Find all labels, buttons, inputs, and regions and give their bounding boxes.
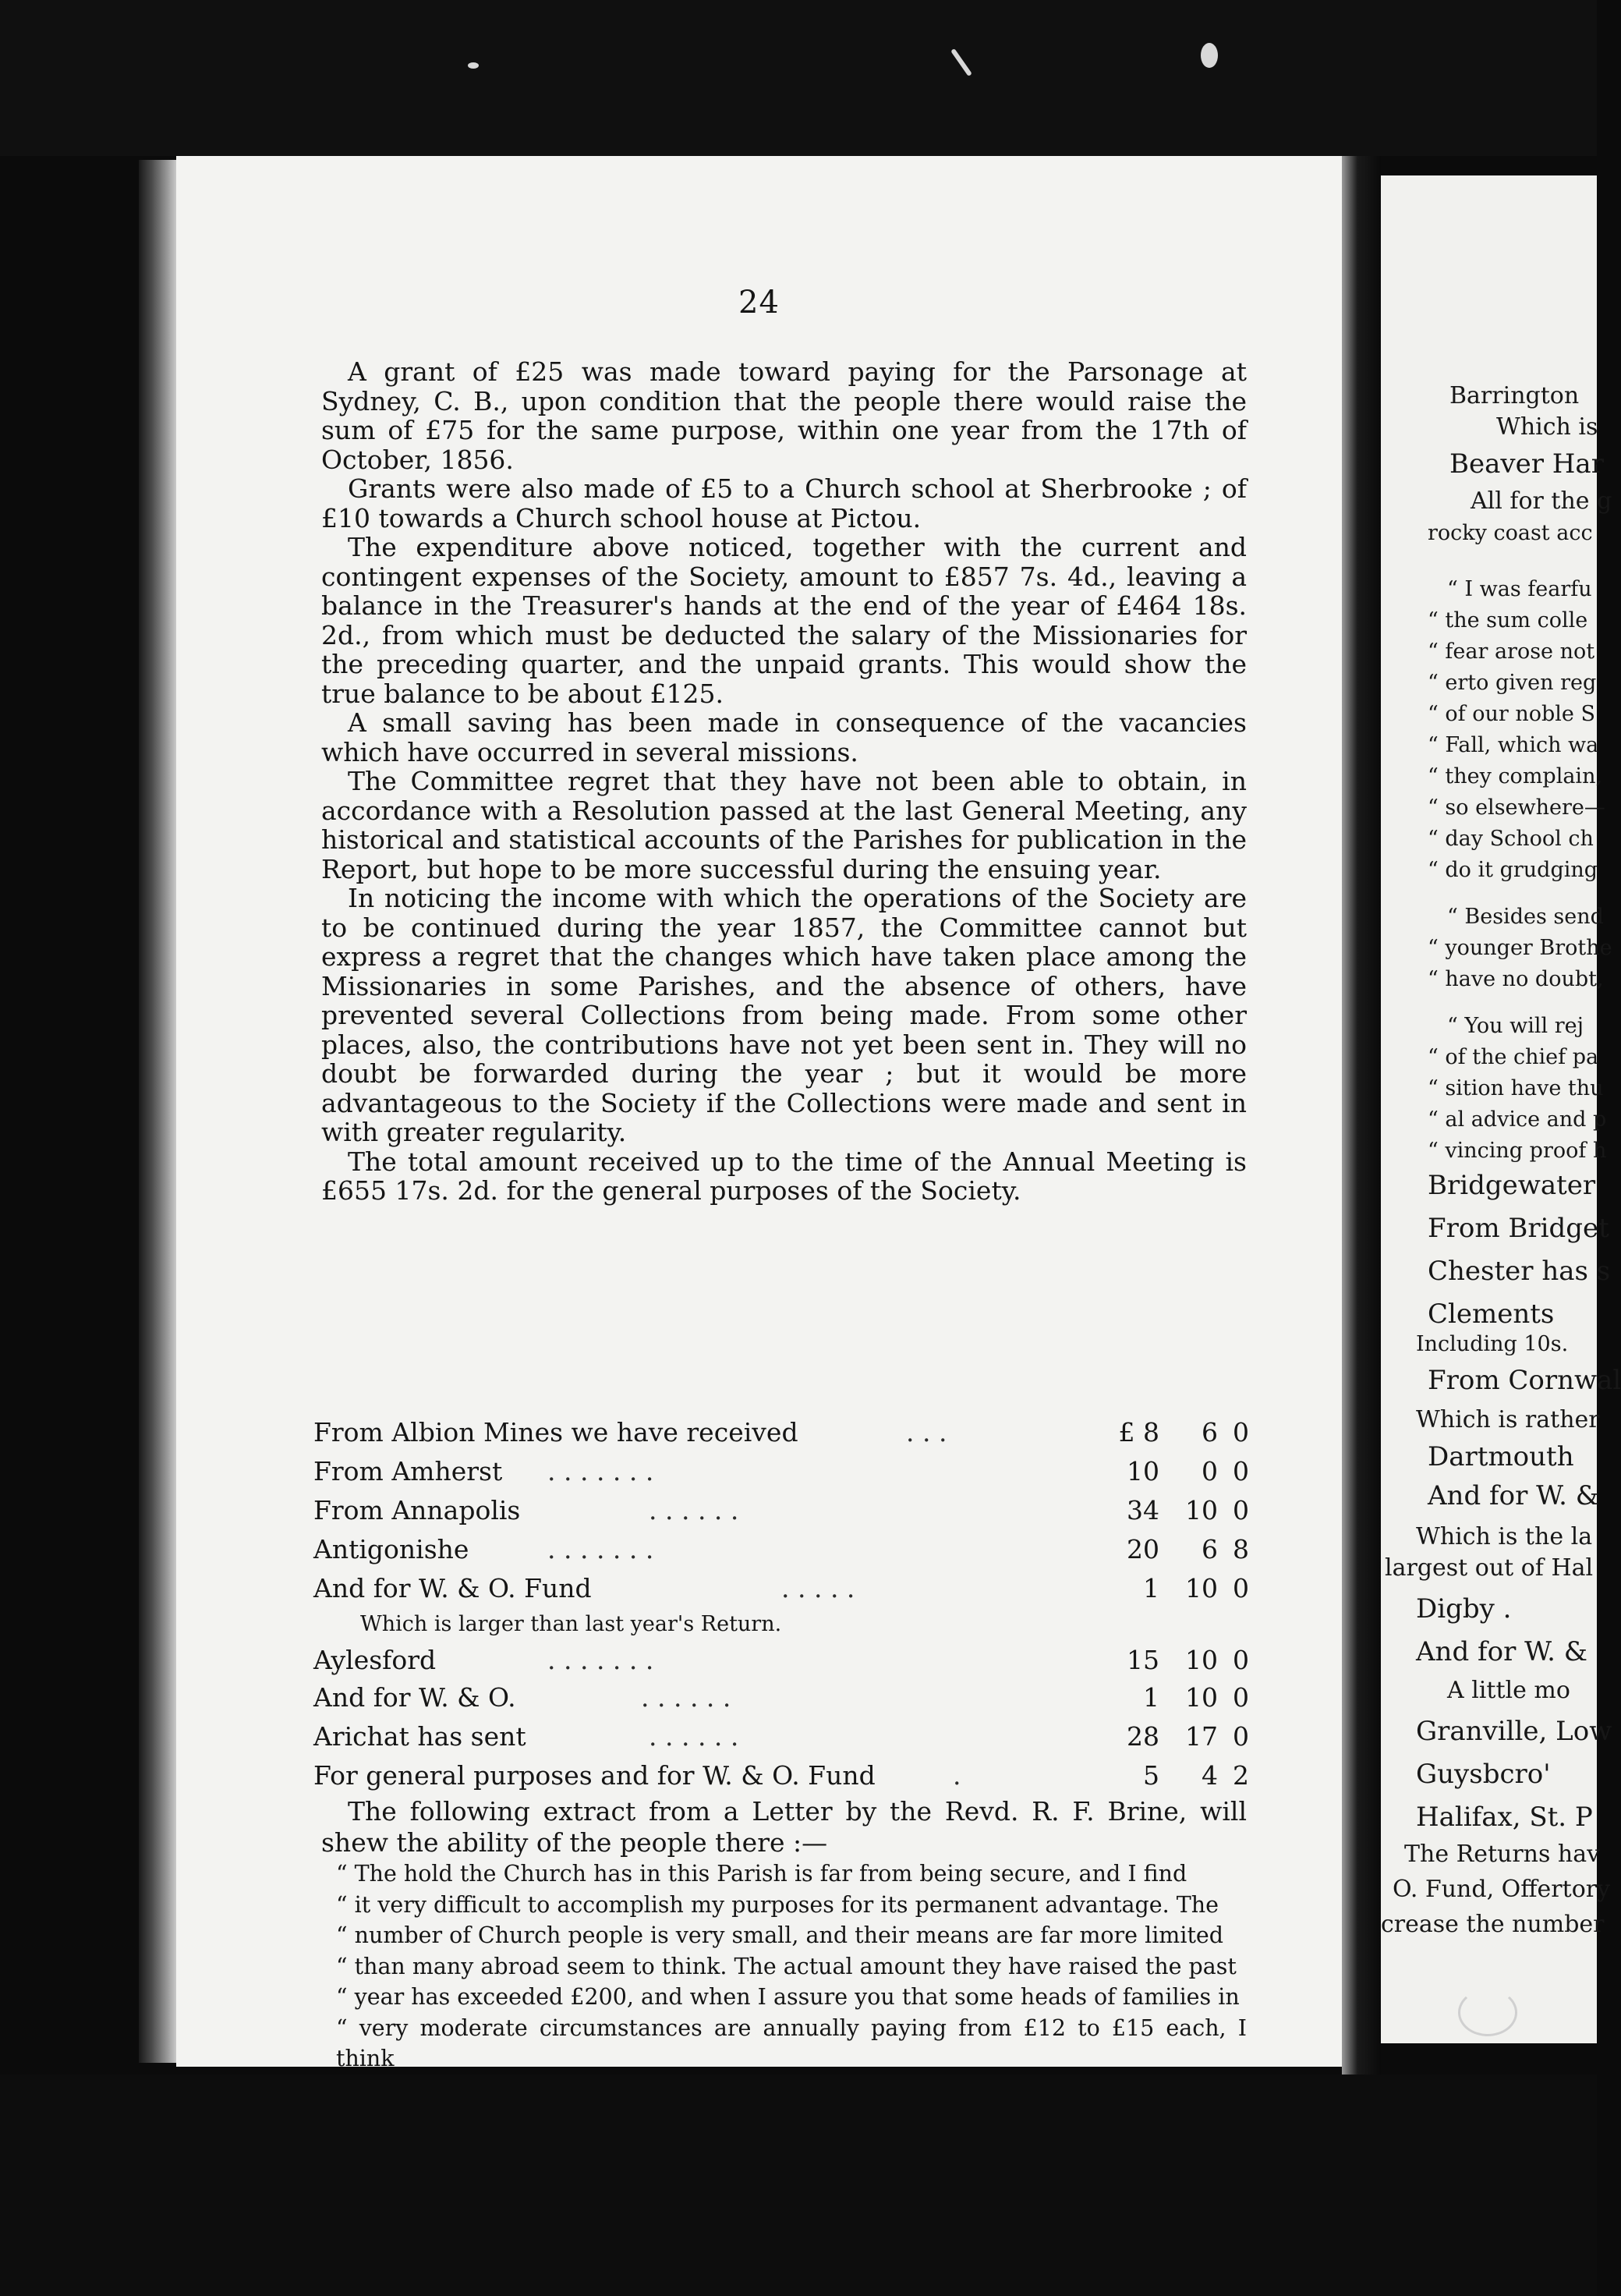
ledger-row: [313, 1645, 1249, 1682]
facing-line: “ Fall, which wa: [1428, 733, 1599, 757]
ledger-pounds: 20: [1127, 1534, 1159, 1564]
page-left-edge-shadow: [139, 160, 176, 2063]
facing-line: “ so elsewhere—: [1428, 795, 1605, 820]
facing-line: Which is the la: [1416, 1523, 1593, 1550]
ledger-label: Aylesford: [313, 1645, 437, 1675]
paragraph: Grants were also made of £5 to a Church school at Sherbrooke ; of £10 towards a Church school house at Pictou.: [321, 473, 1247, 533]
ledger-pounds: 1: [1143, 1682, 1159, 1713]
ledger-pence: 0: [1233, 1417, 1249, 1447]
facing-line: Chester has s: [1428, 1256, 1611, 1287]
leader-dots: . . . . . . .: [547, 1645, 654, 1675]
facing-line: All for the g: [1471, 487, 1612, 515]
ledger-shillings: 4: [1202, 1760, 1218, 1791]
currency-symbol: £: [1118, 1417, 1135, 1447]
ledger-row: [313, 1456, 1249, 1493]
leader-dots: . . . . . . .: [547, 1534, 654, 1564]
facing-line: Dartmouth: [1428, 1441, 1574, 1472]
ledger-shillings: 6: [1202, 1417, 1218, 1447]
ledger-pounds: 34: [1127, 1495, 1159, 1525]
ledger-row: [313, 1682, 1249, 1720]
dust-speck: [1201, 43, 1218, 68]
leader-dots: . . .: [906, 1417, 947, 1447]
film-scratch-mark: [1458, 1989, 1517, 2036]
facing-line: “ I was fearfu: [1447, 577, 1592, 601]
ledger-shillings: 10: [1185, 1645, 1218, 1675]
ledger-row: [313, 1534, 1249, 1571]
facing-line: “ You will rej: [1447, 1014, 1584, 1038]
facing-line: The Returns hav: [1404, 1841, 1601, 1868]
facing-line: Beaver Har: [1449, 448, 1604, 480]
leader-dots: . . . . . .: [649, 1495, 739, 1525]
facing-line: From Bridget: [1428, 1213, 1609, 1244]
ledger-shillings: 0: [1202, 1456, 1218, 1486]
dust-speck: [468, 62, 479, 69]
facing-line: largest out of Hal: [1385, 1554, 1594, 1582]
paragraph: A grant of £25 was made toward paying for the Parsonage at Sydney, C. B., upon condition that the people there would raise the sum of £75 for the same purpose, within one year from the 17th of October, 1856.: [321, 356, 1247, 475]
facing-line: “ day School ch: [1428, 827, 1594, 851]
facing-line: “ of the chief pa: [1428, 1045, 1599, 1069]
facing-line: And for W. &: [1428, 1480, 1600, 1511]
paragraph: A small saving has been made in consequence of the vacancies which have occurred in several missions.: [321, 707, 1247, 767]
facing-line: “ they complain,: [1428, 764, 1603, 788]
ledger-label: Arichat has sent: [313, 1721, 526, 1752]
facing-line: “ do it grudging: [1428, 858, 1598, 882]
film-border-bottom: [0, 2075, 1597, 2296]
facing-line: Granville, Low: [1416, 1716, 1612, 1747]
facing-line: Which is: [1496, 413, 1598, 441]
facing-line: “ Besides send: [1447, 905, 1604, 929]
ledger-row: [313, 1721, 1249, 1759]
facing-line: Digby .: [1416, 1593, 1512, 1625]
ledger-pounds: 28: [1127, 1721, 1159, 1752]
leader-dots: . . . . .: [781, 1573, 855, 1603]
ledger-shillings: 10: [1185, 1495, 1218, 1525]
facing-line: Bridgewater: [1428, 1170, 1596, 1201]
facing-line: “ the sum colle: [1428, 608, 1588, 632]
facing-line: “ al advice and p: [1428, 1107, 1607, 1132]
facing-line: Halifax, St. P: [1416, 1802, 1593, 1833]
facing-line: And for W. &: [1416, 1636, 1588, 1667]
ledger-pounds: 1: [1143, 1573, 1159, 1603]
facing-line: Guysbcro': [1416, 1759, 1551, 1790]
facing-line: O. Fund, Offertory: [1393, 1876, 1611, 1903]
paragraph: The total amount received up to the time of the Annual Meeting is £655 17s. 2d. for the general purposes of the Society.: [321, 1146, 1247, 1206]
ledger-pence: 0: [1233, 1721, 1249, 1752]
pounds-value: 8: [1143, 1417, 1159, 1447]
facing-line: “ younger Brothe: [1428, 936, 1612, 960]
ledger-pence: 0: [1233, 1645, 1249, 1675]
ledger-shillings: 17: [1185, 1721, 1218, 1752]
ledger-pounds: [1097, 1417, 1159, 1447]
ledger-row: [313, 1760, 1249, 1798]
ledger-row: [313, 1573, 1249, 1610]
ledger-label: And for W. & O.: [313, 1682, 516, 1713]
ledger-row: [313, 1495, 1249, 1532]
facing-line: From Cornwal: [1428, 1365, 1621, 1396]
facing-line: “ of our noble S: [1428, 702, 1595, 726]
paragraph: In noticing the income with which the operations of the Society are to be continued during the year 1857, the Committee cannot but express a regret that the changes which have taken place among the Missionaries in some Parishes, and the absence of others, have prevented several Collections from being made. From some other places, also, the contributions have not yet been sent in. They will no doubt be forwarded during the year ; but it would be more advantageous to the Society if the Collections were made and sent in with greater regularity.: [321, 883, 1247, 1147]
ledger-pounds: 5: [1143, 1760, 1159, 1791]
ledger-pence: 0: [1233, 1573, 1249, 1603]
page-number: 24: [738, 285, 780, 321]
facing-line: rocky coast acc: [1428, 521, 1593, 545]
leader-dots: . . . . . . .: [547, 1456, 654, 1486]
leader-dots: . . . . . .: [641, 1682, 731, 1713]
quote-line: “ very moderate circumstances are annually paying from £12 to £15 each, I think: [336, 2014, 1247, 2071]
facing-line: Which is rather: [1416, 1406, 1600, 1433]
quote-line: “ year has exceeded £200, and when I assure you that some heads of families in: [336, 1984, 1240, 2010]
ledger-pence: 0: [1233, 1495, 1249, 1525]
facing-line: crease the number: [1381, 1911, 1605, 1938]
letter-intro: [321, 1796, 1247, 1858]
book-gutter-shadow: [1342, 156, 1381, 2075]
body-text: [321, 357, 1247, 1206]
scanned-page: [176, 156, 1342, 2071]
ledger-pence: 8: [1233, 1534, 1249, 1564]
leader-dots: .: [953, 1760, 961, 1791]
ledger-pence: 2: [1233, 1760, 1249, 1791]
facing-line: “ fear arose not: [1428, 640, 1595, 664]
ledger-label: And for W. & O. Fund: [313, 1573, 592, 1603]
ledger-row: [313, 1417, 1249, 1454]
paragraph: The Committee regret that they have not been able to obtain, in accordance with a Resolution passed at the last General Meeting, any historical and statistical accounts of the Parishes for publication in the Report, but hope to be more successful during the ensuing year.: [321, 766, 1247, 884]
quote-line: “ it very difficult to accomplish my purposes for its permanent advantage. The: [336, 1891, 1219, 1918]
ledger-label: From Amherst: [313, 1456, 503, 1486]
facing-line: A little mo: [1447, 1677, 1570, 1704]
paragraph: The following extract from a Letter by the Revd. R. F. Brine, will shew the ability of the people there :—: [321, 1796, 1247, 1858]
ledger-label: From Albion Mines we have received: [313, 1417, 798, 1447]
paragraph: The expenditure above noticed, together with the current and contingent expenses of the Society, amount to £857 7s. 4d., leaving a balance in the Treasurer's hands at the end of the year of £464 18s. 2d., from which must be deducted the salary of the Missionaries for the preceding quarter, and the unpaid grants. This would show the true balance to be about £125.: [321, 532, 1247, 709]
quote-line: “ number of Church people is very small, and their means are far more limited: [336, 1922, 1224, 1948]
film-border-top: [0, 0, 1597, 156]
quote-line: “ than many abroad seem to think. The actual amount they have raised the past: [336, 1953, 1237, 1979]
facing-line: “ sition have thu: [1428, 1076, 1604, 1100]
ledger-label: For general purposes and for W. & O. Fund: [313, 1760, 876, 1791]
ledger-pence: 0: [1233, 1456, 1249, 1486]
quote-line: “ The hold the Church has in this Parish is far from being secure, and I find: [336, 1861, 1187, 1887]
facing-line: Barrington: [1449, 382, 1580, 409]
facing-line: “ vincing proof h: [1428, 1139, 1607, 1163]
ledger-note: Which is larger than last year's Return.: [360, 1612, 782, 1636]
ledger-shillings: 10: [1185, 1573, 1218, 1603]
ledger-shillings: 10: [1185, 1682, 1218, 1713]
facing-line: “ have no doubt,: [1428, 967, 1604, 991]
ledger-shillings: 6: [1202, 1534, 1218, 1564]
ledger-pounds: 15: [1127, 1645, 1159, 1675]
ledger-label: From Annapolis: [313, 1495, 521, 1525]
leader-dots: . . . . . .: [649, 1721, 739, 1752]
facing-line: Including 10s.: [1416, 1332, 1569, 1356]
ledger-pence: 0: [1233, 1682, 1249, 1713]
ledger-pounds: 10: [1127, 1456, 1159, 1486]
facing-line: Clements: [1428, 1299, 1555, 1330]
facing-page-fragment: [1381, 175, 1621, 2043]
facing-line: “ erto given reg: [1428, 671, 1597, 695]
ledger-label: Antigonishe: [313, 1534, 469, 1564]
